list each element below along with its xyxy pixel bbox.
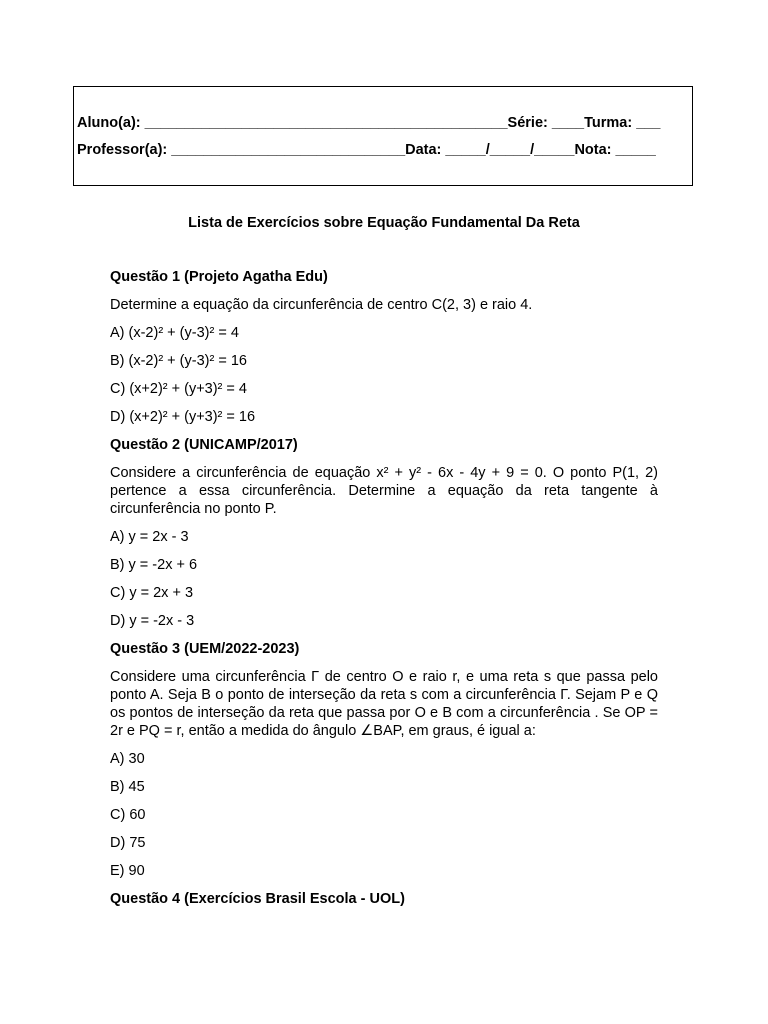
exercise-list — [110, 268, 658, 918]
option-c: C) 60 — [110, 807, 146, 823]
question-heading: Questão 4 (Exercícios Brasil Escola - UOL) — [110, 891, 405, 907]
question-text: Considere uma circunferência Γ de centro O e raio r, e uma reta s que passa pelo ponto A. Seja B o ponto de interseção da reta s com a circunferência Γ. Sejam P e Q os pontos de interseção da reta que passa por O e B com a circunferência . Se OP = 2r e PQ = r, então a medida do ângulo ∠BAP, em graus, é igual a: — [110, 669, 658, 739]
option-b: B) y = -2x + 6 — [110, 557, 198, 573]
option-e: E) 90 — [110, 863, 145, 879]
question-2 — [110, 436, 658, 630]
question-4 — [110, 890, 658, 908]
page-title: Lista de Exercícios sobre Equação Fundamental Da Reta — [188, 215, 580, 231]
option-a: A) y = 2x - 3 — [110, 529, 189, 545]
question-heading: Questão 2 (UNICAMP/2017) — [110, 437, 298, 453]
option-b: B) 45 — [110, 779, 145, 795]
question-3 — [110, 640, 658, 880]
option-d: D) 75 — [110, 835, 146, 851]
question-text: Considere a circunferência de equação x² + y² - 6x - 4y + 9 = 0. O ponto P(1, 2) pertence a essa circunferência. Determine a equação da reta tangente à circunferência no ponto P. — [110, 465, 658, 517]
option-a: A) 30 — [110, 751, 145, 767]
option-c: C) (x+2)² + (y+3)² = 4 — [110, 381, 247, 397]
option-a: A) (x-2)² + (y-3)² = 4 — [110, 325, 239, 341]
question-heading: Questão 3 (UEM/2022-2023) — [110, 641, 300, 657]
option-b: B) (x-2)² + (y-3)² = 16 — [110, 353, 247, 369]
question-text: Determine a equação da circunferência de centro C(2, 3) e raio 4. — [110, 297, 533, 313]
option-c: C) y = 2x + 3 — [110, 585, 194, 601]
student-class-line: Aluno(a): _____________________________________________Série: ____Turma: ___ — [77, 115, 661, 131]
option-d: D) y = -2x - 3 — [110, 613, 195, 629]
question-heading: Questão 1 (Projeto Agatha Edu) — [110, 269, 328, 285]
question-1 — [110, 268, 658, 426]
option-d: D) (x+2)² + (y+3)² = 16 — [110, 409, 256, 425]
teacher-date-grade-line: Professor(a): _____________________________Data: _____/_____/_____Nota: _____ — [77, 142, 656, 158]
student-info-box — [73, 86, 693, 186]
